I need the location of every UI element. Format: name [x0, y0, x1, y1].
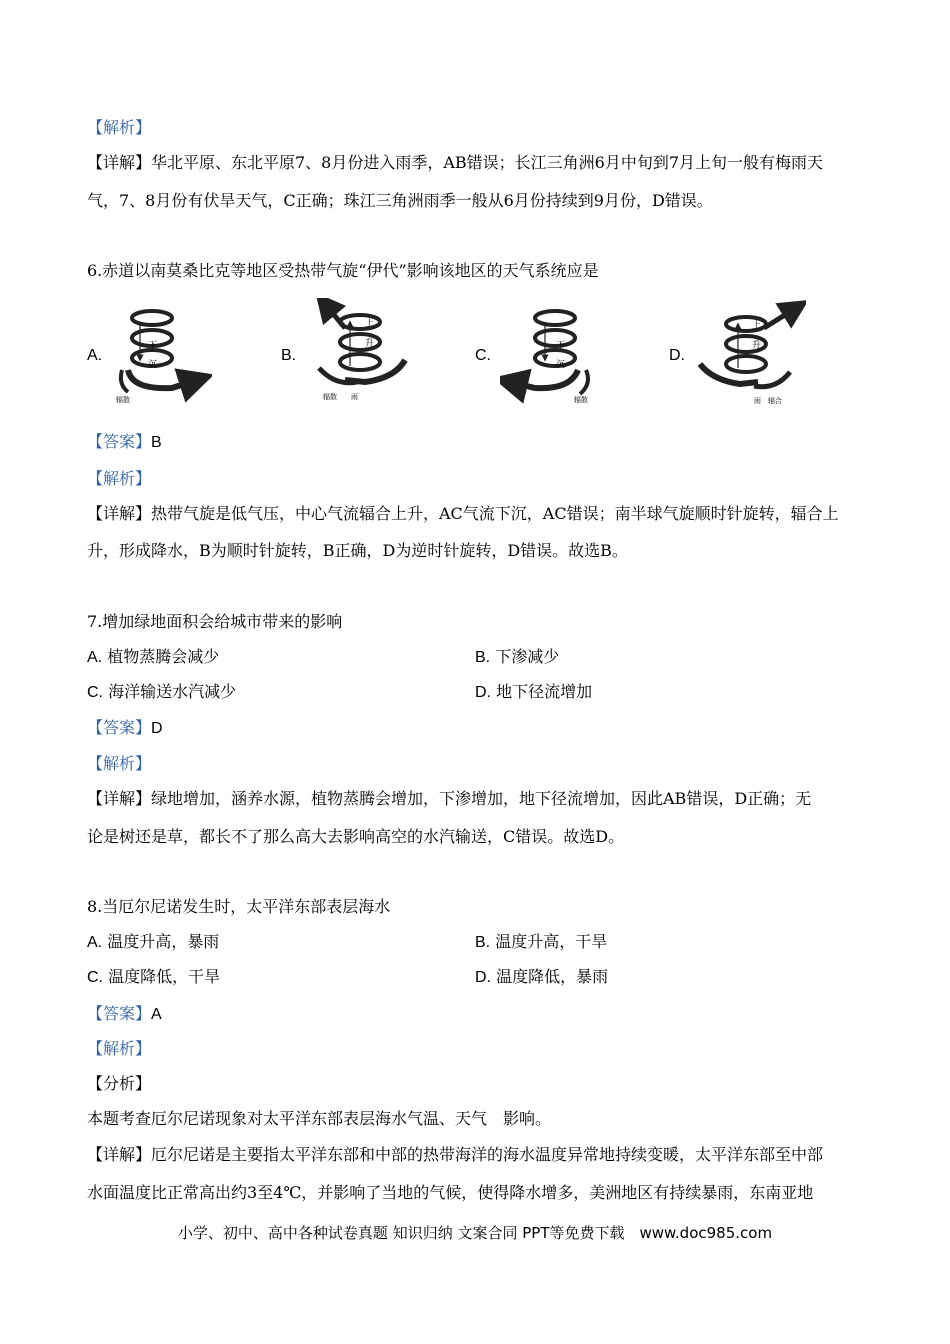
q8-option-c-text: 温度降低，干旱: [108, 967, 221, 986]
q6-d-bottom-label: 升: [752, 341, 762, 351]
q6-c-top-label: 下: [556, 341, 566, 351]
q8-analyze-text: 本题考查厄尔尼诺现象对太平洋东部表层海水气温、天气 影响。: [87, 1109, 552, 1128]
q6-option-d-diagram: [694, 298, 806, 408]
q8-option-a: [87, 932, 219, 953]
q7-option-c-text: 海洋输送水汽减少: [108, 682, 237, 701]
q6-d-corner-label: 辐合: [768, 397, 782, 405]
q5-detail-line2: 气，7、8月份有伏旱天气，C正确；珠江三角洲雨季一般从6月份持续到9月份，D错误。: [87, 191, 713, 210]
q6-detail-line2: 升，形成降水，B为顺时针旋转，B正确，D为逆时针旋转，D错误。故选B。: [87, 541, 628, 560]
q8-detail-line2: 水面温度比正常高出约3至4℃，并影响了当地的气候，使得降水增多，美洲地区有持续暴雨，东南亚地: [87, 1183, 814, 1202]
q6-b-corner-label2: 雨: [351, 393, 358, 401]
q8-option-a-letter: A.: [87, 934, 103, 951]
q6-question: 6.赤道以南莫桑比克等地区受热带气旋“伊代”影响该地区的天气系统应是: [87, 261, 599, 280]
q7-option-d: [475, 682, 592, 703]
q6-b-top-label: 上: [365, 319, 375, 329]
q7-answer: D: [151, 720, 163, 737]
q6-d-top-label: 上: [752, 321, 762, 331]
q6-answer-tag: 【答案】: [87, 432, 152, 451]
q8-answer-tag: 【答案】: [87, 1004, 152, 1023]
q6-answer: B: [151, 434, 162, 451]
q8-option-b-text: 温度升高，干旱: [495, 932, 608, 951]
q8-option-b: [475, 932, 607, 953]
q8-option-b-letter: B.: [475, 934, 491, 951]
q8-question: 8.当厄尔尼诺发生时，太平洋东部表层海水: [87, 897, 391, 916]
q6-b-bottom-label: 升: [365, 339, 375, 349]
q7-option-a: [87, 647, 219, 668]
q6-a-corner-label: 辐散: [116, 396, 130, 404]
q8-option-a-text: 温度升高，暴雨: [107, 932, 220, 951]
q6-analysis-tag: 【解析】: [87, 469, 152, 488]
q8-answer: A: [151, 1006, 162, 1023]
q6-answer-row: [87, 432, 162, 453]
q7-option-a-letter: A.: [87, 649, 103, 666]
q6-option-b-diagram: [305, 298, 415, 406]
q8-option-d-letter: D.: [475, 969, 491, 986]
q8-option-d-text: 温度降低，暴雨: [496, 967, 609, 986]
q8-option-c-letter: C.: [87, 969, 103, 986]
q8-option-d: [475, 967, 608, 988]
q7-question: 7.增加绿地面积会给城市带来的影响: [87, 612, 343, 631]
q7-option-c: [87, 682, 236, 703]
page-footer: 小学、初中、高中各种试卷真题 知识归纳 文案合同 PPT等免费下载 www.doc985.com: [177, 1224, 773, 1242]
q7-option-b-letter: B.: [475, 649, 491, 666]
q7-option-a-text: 植物蒸腾会减少: [107, 647, 220, 666]
q7-detail-line2: 论是树还是草，都长不了那么高大去影响高空的水汽输送，C错误。故选D。: [87, 827, 625, 846]
q7-answer-row: [87, 718, 163, 739]
q7-detail-line1: 【详解】绿地增加，涵养水源，植物蒸腾会增加，下渗增加，地下径流增加，因此AB错误，D正确；无: [87, 789, 812, 808]
q8-detail-line1: 【详解】厄尔尼诺是主要指太平洋东部和中部的热带海洋的海水温度异常地持续变暖，太平洋东部至中部: [87, 1145, 824, 1164]
q7-option-c-letter: C.: [87, 684, 103, 701]
q7-option-d-text: 地下径流增加: [496, 682, 593, 701]
q7-option-d-letter: D.: [475, 684, 491, 701]
q8-option-c: [87, 967, 220, 988]
q6-option-b-letter: B.: [281, 347, 297, 364]
q6-option-c-diagram: [500, 300, 600, 405]
q5-analysis-tag: 【解析】: [87, 118, 152, 137]
q6-c-bottom-label: 沉: [556, 360, 566, 370]
q5-detail-line1: 【详解】华北平原、东北平原7、8月份进入雨季，AB错误；长江三角洲6月中旬到7月上旬一般有梅雨天: [87, 153, 824, 172]
q6-option-a-diagram: [112, 300, 212, 405]
q6-b-corner-label: 辐散: [323, 393, 337, 401]
q7-analysis-tag: 【解析】: [87, 754, 152, 773]
q6-option-c-letter: C.: [475, 347, 491, 364]
q8-analyze-tag: 【分析】: [87, 1074, 152, 1093]
q6-detail-line1: 【详解】热带气旋是低气压，中心气流辐合上升，AC气流下沉，AC错误；南半球气旋顺时针旋转，辐合上: [87, 504, 839, 523]
q6-c-corner-label: 辐散: [574, 396, 588, 404]
q6-a-bottom-label: 沉: [148, 360, 158, 370]
q7-option-b-text: 下渗减少: [495, 647, 560, 666]
q6-option-a-letter: A.: [87, 347, 103, 364]
q7-option-b: [475, 647, 559, 668]
q6-d-corner-label2: 雨: [754, 397, 761, 405]
q6-a-top-label: 下: [148, 341, 158, 351]
q7-answer-tag: 【答案】: [87, 718, 152, 737]
q8-analysis-tag: 【解析】: [87, 1039, 152, 1058]
q6-option-d-letter: D.: [669, 347, 685, 364]
q8-answer-row: [87, 1004, 162, 1025]
